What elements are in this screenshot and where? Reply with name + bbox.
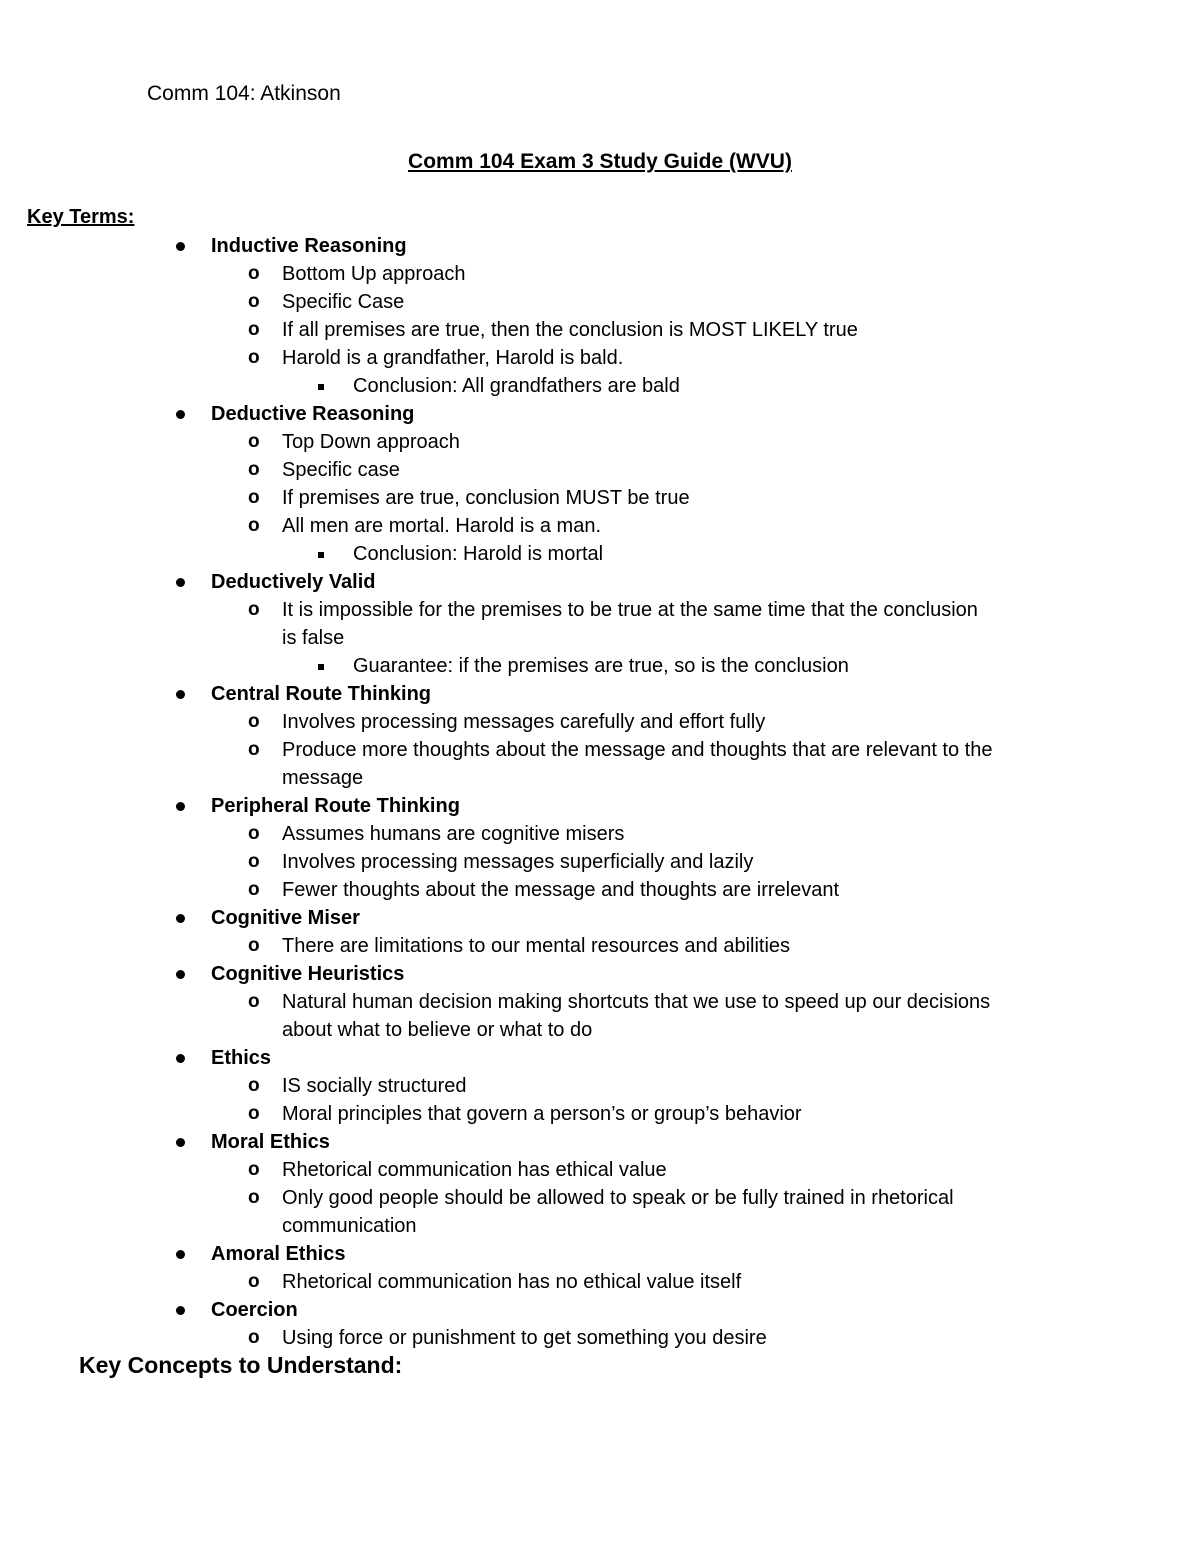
- term-heading: [0, 960, 1200, 988]
- term-text: Moral Ethics: [211, 1131, 330, 1153]
- term-text: Amoral Ethics: [211, 1243, 346, 1265]
- bullet-dot-icon: [176, 568, 185, 596]
- term-detail: [0, 1016, 1200, 1044]
- term-detail: [0, 1268, 1200, 1296]
- term-text: Conclusion: Harold is mortal: [353, 543, 604, 565]
- term-heading: [0, 568, 1200, 596]
- term-text: Rhetorical communication has ethical value: [282, 1159, 667, 1181]
- term-text: All men are mortal. Harold is a man.: [282, 515, 602, 537]
- term-heading: [0, 232, 1200, 260]
- term-text: Guarantee: if the premises are true, so is the conclusion: [353, 655, 849, 677]
- key-terms-heading: Key Terms:: [27, 206, 135, 228]
- term-text: Deductively Valid: [211, 571, 376, 593]
- term-text: Central Route Thinking: [211, 683, 431, 705]
- term-detail: [0, 344, 1200, 372]
- term-heading: [0, 1044, 1200, 1072]
- term-detail: [0, 456, 1200, 484]
- bullet-dot-icon: [176, 1296, 185, 1324]
- bullet-circle-icon: o: [248, 1327, 260, 1348]
- term-heading: [0, 792, 1200, 820]
- term-text: If all premises are true, then the conclusion is MOST LIKELY true: [282, 319, 858, 341]
- bullet-circle-icon: o: [248, 431, 260, 452]
- term-detail: [0, 288, 1200, 316]
- course-header: Comm 104: Atkinson: [147, 82, 341, 105]
- term-detail: [0, 484, 1200, 512]
- bullet-circle-icon: o: [248, 291, 260, 312]
- term-detail: [0, 512, 1200, 540]
- term-detail: [0, 876, 1200, 904]
- term-text: Only good people should be allowed to speak or be fully trained in rhetorical: [282, 1187, 954, 1209]
- term-subdetail: [0, 652, 1200, 680]
- term-detail: [0, 988, 1200, 1016]
- bullet-circle-icon: o: [248, 879, 260, 900]
- term-text: It is impossible for the premises to be true at the same time that the conclusion: [282, 599, 978, 621]
- bullet-square-icon: [318, 540, 324, 568]
- bullet-dot-icon: [176, 904, 185, 932]
- term-text: There are limitations to our mental resources and abilities: [282, 935, 791, 957]
- term-text: Ethics: [211, 1047, 272, 1069]
- term-text: Using force or punishment to get something you desire: [282, 1327, 767, 1349]
- term-heading: [0, 1240, 1200, 1268]
- term-text: Involves processing messages carefully and effort fully: [282, 711, 766, 733]
- bullet-dot-icon: [176, 960, 185, 988]
- term-detail: [0, 1184, 1200, 1212]
- term-text: Moral principles that govern a person’s or group’s behavior: [282, 1103, 802, 1125]
- term-text: Inductive Reasoning: [211, 235, 407, 257]
- term-text: Bottom Up approach: [282, 263, 466, 285]
- term-text: Specific case: [282, 459, 400, 481]
- term-text: Rhetorical communication has no ethical value itself: [282, 1271, 742, 1293]
- term-detail: [0, 1072, 1200, 1100]
- term-text: communication: [282, 1215, 417, 1237]
- term-text: Harold is a grandfather, Harold is bald.: [282, 347, 624, 369]
- term-detail: [0, 764, 1200, 792]
- term-text: Cognitive Miser: [211, 907, 360, 929]
- page-title: Comm 104 Exam 3 Study Guide (WVU): [408, 150, 792, 173]
- bullet-circle-icon: o: [248, 347, 260, 368]
- bullet-circle-icon: o: [248, 711, 260, 732]
- term-text: Peripheral Route Thinking: [211, 795, 460, 817]
- term-text: Assumes humans are cognitive misers: [282, 823, 625, 845]
- bullet-circle-icon: o: [248, 935, 260, 956]
- bullet-square-icon: [318, 652, 324, 680]
- bullet-circle-icon: o: [248, 459, 260, 480]
- bullet-circle-icon: o: [248, 263, 260, 284]
- bullet-circle-icon: o: [248, 1103, 260, 1124]
- bullet-circle-icon: o: [248, 599, 260, 620]
- term-text: Cognitive Heuristics: [211, 963, 405, 985]
- bullet-circle-icon: o: [248, 823, 260, 844]
- term-text: message: [282, 767, 364, 789]
- term-text: Specific Case: [282, 291, 405, 313]
- term-subdetail: [0, 540, 1200, 568]
- term-subdetail: [0, 372, 1200, 400]
- bullet-dot-icon: [176, 1044, 185, 1072]
- term-text: Fewer thoughts about the message and thoughts are irrelevant: [282, 879, 840, 901]
- term-text: Coercion: [211, 1299, 298, 1321]
- bullet-dot-icon: [176, 680, 185, 708]
- bullet-circle-icon: o: [248, 487, 260, 508]
- term-text: If premises are true, conclusion MUST be true: [282, 487, 690, 509]
- key-terms-list: [0, 232, 1200, 1352]
- bullet-dot-icon: [176, 232, 185, 260]
- term-heading: [0, 400, 1200, 428]
- term-detail: [0, 1212, 1200, 1240]
- bullet-circle-icon: o: [248, 851, 260, 872]
- term-detail: [0, 428, 1200, 456]
- term-detail: [0, 1324, 1200, 1352]
- bullet-dot-icon: [176, 1240, 185, 1268]
- term-heading: [0, 1128, 1200, 1156]
- term-text: Produce more thoughts about the message and thoughts that are relevant to the: [282, 739, 993, 761]
- term-heading: [0, 680, 1200, 708]
- term-text: Deductive Reasoning: [211, 403, 415, 425]
- bullet-circle-icon: o: [248, 1187, 260, 1208]
- term-detail: [0, 260, 1200, 288]
- bullet-circle-icon: o: [248, 991, 260, 1012]
- bullet-circle-icon: o: [248, 739, 260, 760]
- bullet-dot-icon: [176, 792, 185, 820]
- term-text: IS socially structured: [282, 1075, 467, 1097]
- term-detail: [0, 1156, 1200, 1184]
- bullet-circle-icon: o: [248, 1075, 260, 1096]
- term-detail: [0, 708, 1200, 736]
- term-text: about what to believe or what to do: [282, 1019, 593, 1041]
- bullet-square-icon: [318, 372, 324, 400]
- bullet-dot-icon: [176, 400, 185, 428]
- bullet-circle-icon: o: [248, 319, 260, 340]
- bullet-circle-icon: o: [248, 1271, 260, 1292]
- term-text: Natural human decision making shortcuts that we use to speed up our decisions: [282, 991, 991, 1013]
- term-detail: [0, 316, 1200, 344]
- term-detail: [0, 848, 1200, 876]
- bullet-circle-icon: o: [248, 1159, 260, 1180]
- term-text: is false: [282, 627, 345, 649]
- term-detail: [0, 1100, 1200, 1128]
- term-detail: [0, 820, 1200, 848]
- term-text: Involves processing messages superficially and lazily: [282, 851, 754, 873]
- key-concepts-heading: Key Concepts to Understand:: [79, 1352, 403, 1378]
- term-detail: [0, 736, 1200, 764]
- bullet-dot-icon: [176, 1128, 185, 1156]
- term-detail: [0, 596, 1200, 624]
- term-heading: [0, 904, 1200, 932]
- bullet-circle-icon: o: [248, 515, 260, 536]
- term-detail: [0, 932, 1200, 960]
- term-text: Top Down approach: [282, 431, 460, 453]
- term-detail: [0, 624, 1200, 652]
- term-text: Conclusion: All grandfathers are bald: [353, 375, 680, 397]
- term-heading: [0, 1296, 1200, 1324]
